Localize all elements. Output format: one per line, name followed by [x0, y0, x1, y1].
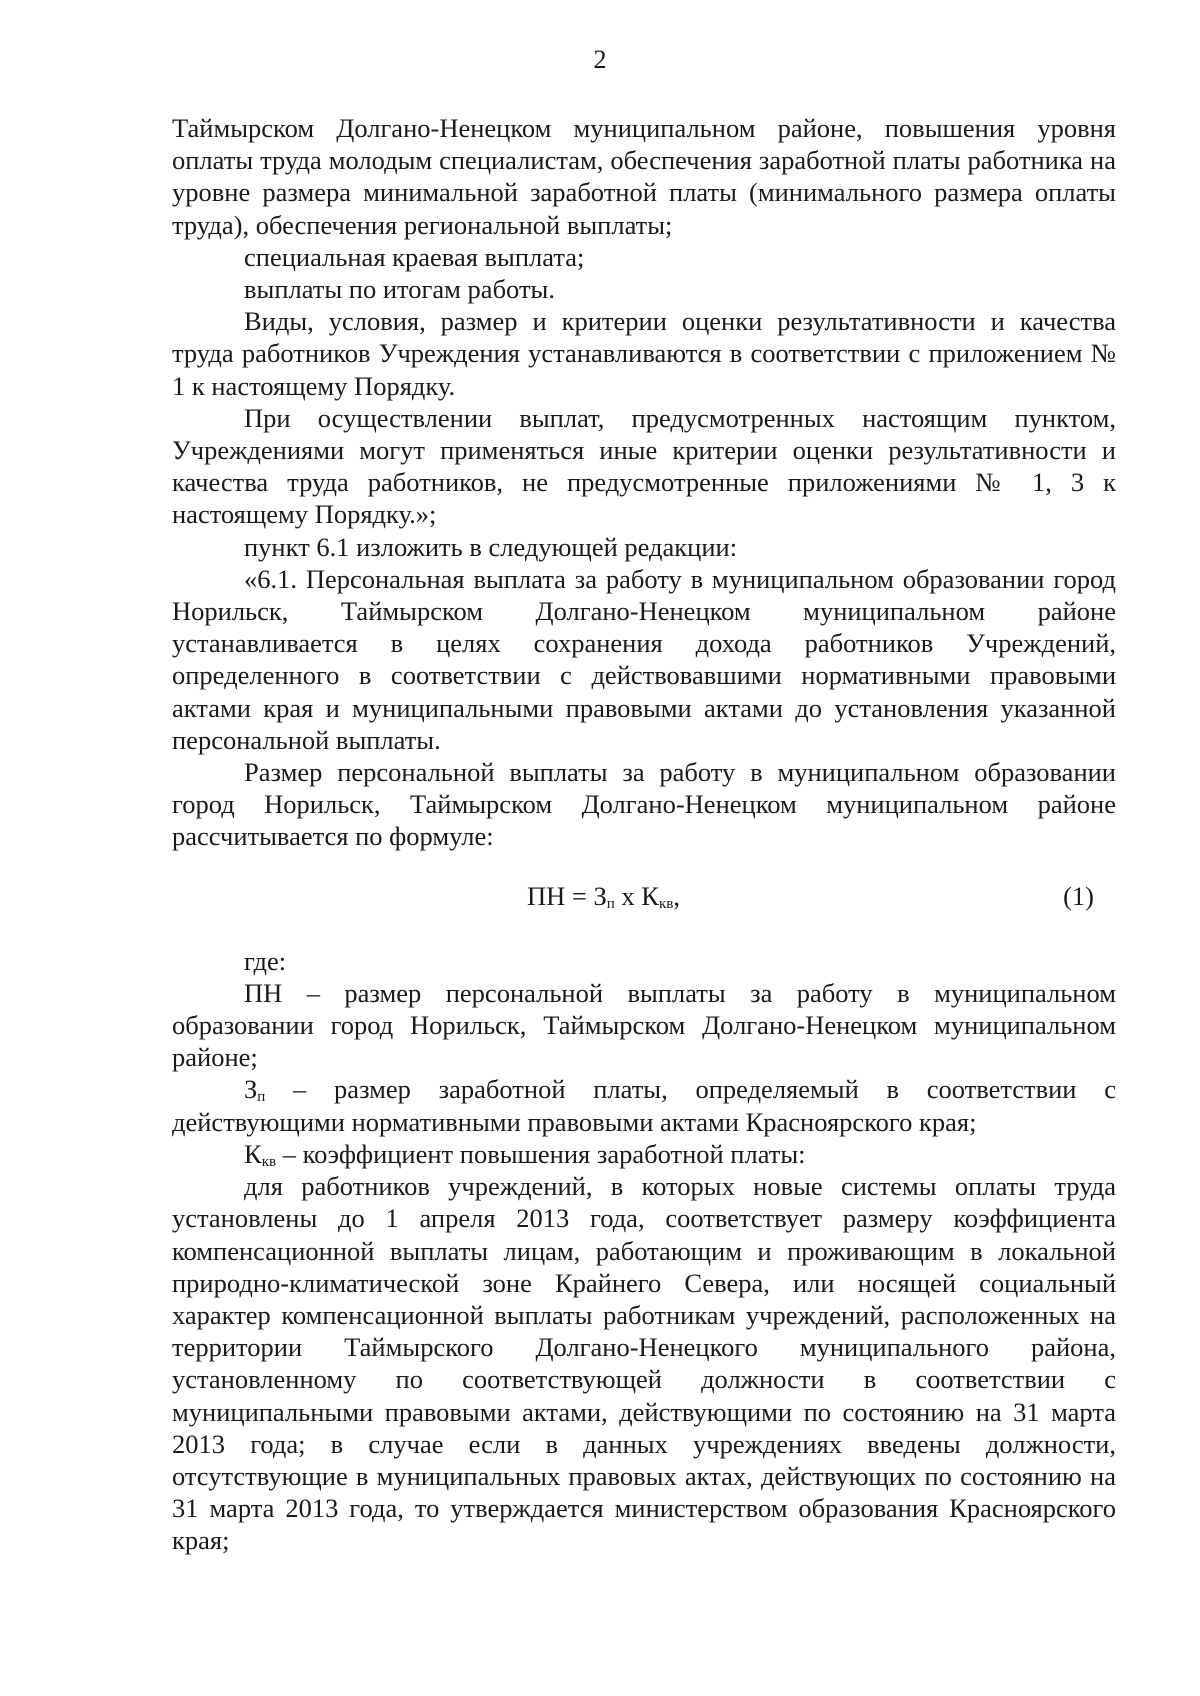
- where-label: где:: [244, 945, 287, 976]
- paragraph-formula-intro: Размер персональной выплаты за работу в муниципальном образовании город Норильск, Таймырском Долгано-Ненецком муниципальном районе рассчитывается по формуле:: [172, 757, 1116, 852]
- definition-zp-sub: п: [257, 1089, 266, 1106]
- formula-row: [172, 880, 1116, 912]
- definition-kkv: [172, 1138, 1116, 1170]
- formula-sub-kv: кв: [658, 895, 674, 912]
- formula-mid: х К: [614, 880, 659, 911]
- formula-tail: ,: [673, 880, 680, 911]
- formula-number: (1): [1063, 880, 1094, 911]
- definition-zp-symbol: З: [244, 1074, 258, 1105]
- formula: [527, 880, 680, 912]
- definition-kkv-symbol: К: [244, 1138, 262, 1169]
- paragraph-coefficient-rule: для работников учреждений, в которых новые системы оплаты труда установлены до 1 апреля 2013 года, соответствует размеру коэффициента компенсационной выплаты лицам, работающим и проживающим в локальной природно-климатической зоне Крайнего Севера, или носящей социальный характер компенсационной выплаты работникам учреждений, расположенных на территории Таймырского Долгано-Ненецкого муниципального района, установленному по соответствующей должности в соответствии с муниципальными правовыми актами, действующими по состоянию на 31 марта 2013 года; в случае если в данных учреждениях введены должности, отсутствующие в муниципальных правовых актах, действующих по состоянию на 31 марта 2013 года, то утверждается министерством образования Красноярского края;: [172, 1171, 1116, 1556]
- paragraph-continuation: Таймырском Долгано-Ненецком муниципальном районе, повышения уровня оплаты труда молодым специалистам, обеспечения заработной платы работника на уровне размера минимальной заработной платы (минимального размера оплаты труда), обеспечения региональной выплаты;: [172, 113, 1116, 240]
- definition-kkv-text: – коэффициент повышения заработной платы:: [276, 1138, 806, 1169]
- definition-pn: ПН – размер персональной выплаты за работу в муниципальном образовании город Норильск, Таймырском Долгано-Ненецком муниципальном районе;: [172, 977, 1116, 1073]
- definition-zp: [172, 1073, 1116, 1137]
- formula-lhs: ПН = З: [527, 880, 607, 911]
- paragraph-amendment: пункт 6.1 изложить в следующей редакции:: [244, 531, 738, 562]
- paragraph-clause-6-1: «6.1. Персональная выплата за работу в муниципальном образовании город Норильск, Таймырском Долгано-Ненецком муниципальном районе устанавливается в целях сохранения дохода работников Учреждений, определенного в соответствии с действовавшими нормативными правовыми актами края и муниципальными правовыми актами до установления указанной персональной выплаты.: [172, 563, 1116, 755]
- page-number: 2: [593, 45, 607, 74]
- definition-zp-text: – размер заработной платы, определяемый в соответствии с действующими нормативными правовыми актами Красноярского края;: [172, 1074, 1116, 1137]
- paragraph-other-criteria: При осуществлении выплат, предусмотренных настоящим пунктом, Учреждениями могут применяться иные критерии оценки результативности и качества труда работников, не предусмотренные приложениями № 1, 3 к настоящему Порядку.»;: [172, 402, 1116, 530]
- formula-sub-p: п: [606, 895, 615, 912]
- paragraph-criteria: Виды, условия, размер и критерии оценки результативности и качества труда работников Учреждения устанавливаются в соответствии с приложением № 1 к настоящему Порядку.: [172, 306, 1116, 401]
- definition-kkv-sub: кв: [261, 1153, 277, 1170]
- document-body: [172, 112, 1116, 1557]
- paragraph-special-payment: специальная краевая выплата;: [244, 241, 585, 272]
- paragraph-results-payment: выплаты по итогам работы.: [244, 274, 555, 305]
